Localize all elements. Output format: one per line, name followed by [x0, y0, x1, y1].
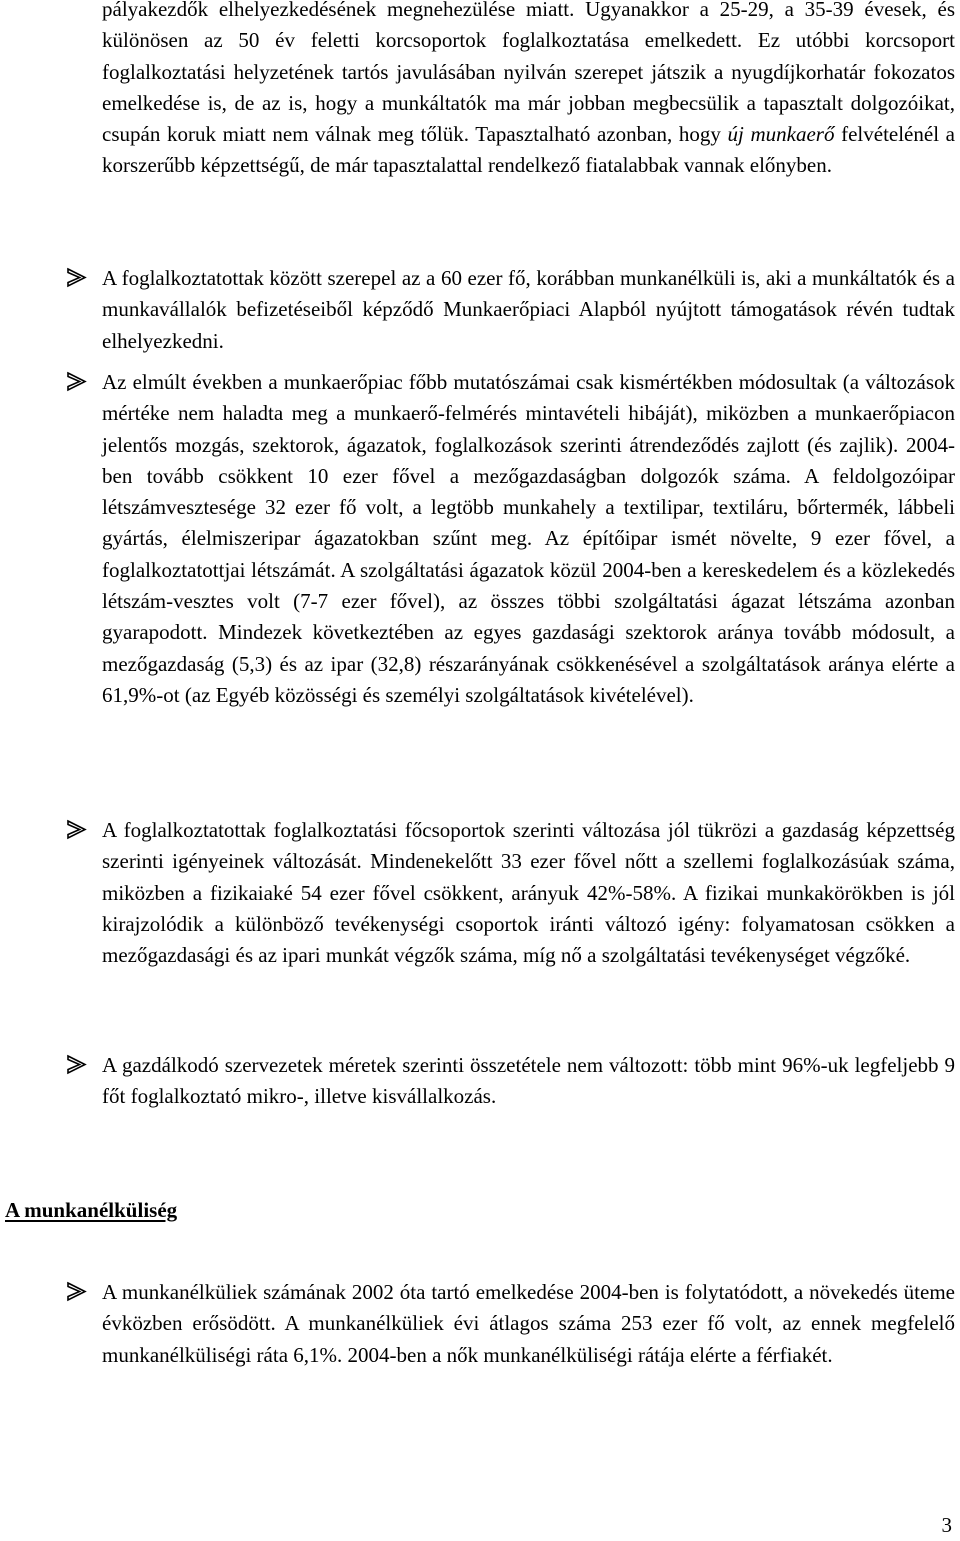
bullet-text: A gazdálkodó szervezetek méretek szerinti összetétele nem változott: több mint 96%-uk legfeljebb 9 főt foglalkoztató mikro-, illetve kisvállalkozás. — [102, 1053, 955, 1109]
arrowhead-bullet-icon — [66, 367, 88, 398]
page-number: 3 — [941, 1513, 952, 1537]
bullet-text: Az elmúlt években a munkaerőpiac főbb mutatószámai csak kismértékben módosultak (a változások mértéke nem haladta meg a munkaerő-felmérés mintavételi hibáját), miközben a munkaerőpiacon jelentős mozgás, szektorok, ágazatok, foglalkozások szerinti átrendeződés zajlott (és zajlik). 2004-ben tovább csökkent 10 ezer fővel a mezőgazdaságban dolgozók száma. A feldolgozóipar létszámvesztesége 32 ezer fő volt, a legtöbb munkahely a textilipar, textiláru, bőrtermék, lábbeli gyártás, élelmiszeripar ágazatokban szűnt meg. Az építőipar ismét növelte, 9 ezer fővel, a foglalkoztatottjai létszámát. A szolgáltatási ágazatok közül 2004-ben a kereskedelem és a közlekedés létszám-vesztes volt (7-7 ezer fővel), az összes többi szolgáltatási ágazat létszáma azonban gyarapodott. Mindezek következtében az egyes gazdasági szektorok aránya tovább módosult, a mezőgazdaság (5,3) és az ipar (32,8) részarányának csökkenésével a szolgáltatások aránya elérte a 61,9%-ot (az Egyéb közösségi és személyi szolgáltatások kivételével). — [102, 370, 955, 707]
section-heading: A munkanélküliség — [5, 1198, 178, 1222]
arrowhead-bullet-icon — [66, 815, 88, 846]
italic-phrase: új munkaerő — [727, 122, 835, 147]
paragraph-text: pályakezdők elhelyezkedésének megnehezülése miatt. Ugyanakkor a 25-29, a 35-39 évesek, és különösen az 50 év feletti korcsoportok foglalkoztatása emelkedett. Ez utóbbi korcsoport foglalkoztatási helyzetének tartós javulásában nyilván szerepet játszik a nyugdíjkorhatár fokozatos emelkedése is, de az is, hogy a munkáltatók ma már jobban megbecsülik a tapasztalt dolgozóikat, csupán koruk miatt nem válnak meg tőlük. Tapasztalható azonban, hogy — [102, 0, 955, 147]
bullet-text: A foglalkoztatottak között szerepel az a 60 ezer fő, korábban munkanélküli is, aki a munkáltatók és a munkavállalók befizetéseiből képződő Munkaerőpiaci Alapból nyújtott támogatások révén tudtak elhelyezkedni. — [102, 266, 955, 353]
arrowhead-bullet-icon — [66, 263, 88, 294]
bullet-text: A foglalkoztatottak foglalkoztatási főcsoportok szerinti változása jól tükrözi a gazdaság képzettség szerinti igényeinek változását. Mindenekelőtt 33 ezer fővel nőtt a szellemi foglalkozásúak száma, miközben a fizikaiaké 54 ezer fővel csökkent, arányuk 42%-58%. A fizikai munkakörökben is jól kirajzolódik a különböző tevékenységi csoportok iránti változó igény: folyamatosan csökken a mezőgazdasági és az ipari munkát végzők száma, míg nő a szolgáltatási tevékenységet végzőké. — [102, 818, 955, 968]
paragraph-text-end: felvételénél a korszerűbb képzettségű, de már tapasztalattal rendelkező fiatalabbak vannak előnyben. — [102, 122, 955, 178]
continuation-paragraph — [102, 0, 955, 182]
arrowhead-bullet-icon — [66, 1277, 88, 1308]
bullet-text: A munkanélküliek számának 2002 óta tartó emelkedése 2004-ben is folytatódott, a növekedés üteme évközben erősödött. A munkanélküliek évi átlagos száma 253 ezer fő volt, az ennek megfelelő munkanélküliségi ráta 6,1%. 2004-ben a nők munkanélküliségi rátája elérte a férfiakét. — [102, 1280, 955, 1367]
arrowhead-bullet-icon — [66, 1050, 88, 1081]
